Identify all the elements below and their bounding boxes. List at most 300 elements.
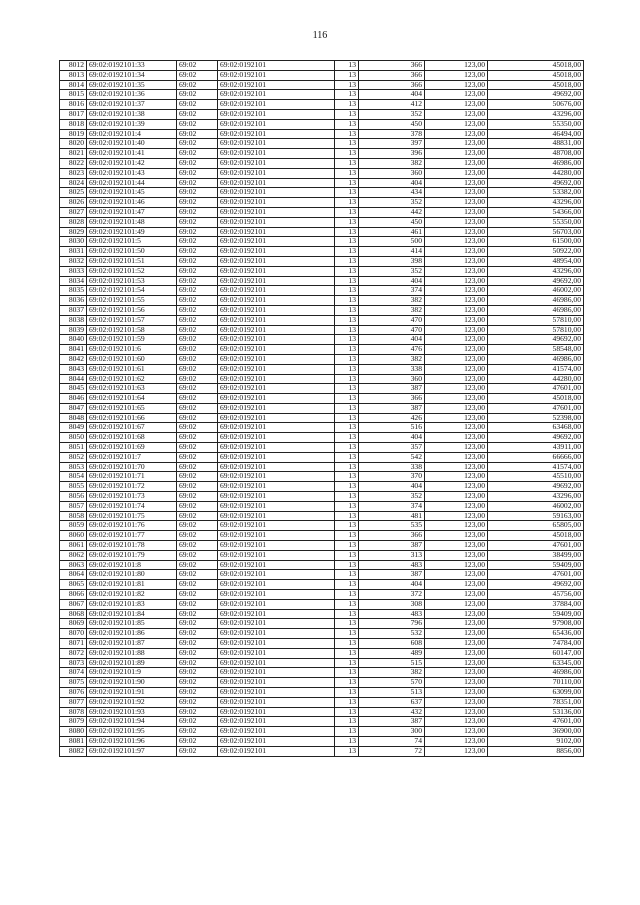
zone-cell: 13	[335, 394, 359, 404]
zone-cell: 13	[335, 139, 359, 149]
district-code-cell: 69:02	[177, 286, 218, 296]
cadastral-number-cell: 69:02:0192101:69	[87, 443, 177, 453]
area-cell: 378	[359, 129, 425, 139]
zone-cell: 13	[335, 629, 359, 639]
row-number-cell: 8042	[60, 354, 87, 364]
district-code-cell: 69:02	[177, 619, 218, 629]
quarter-number-cell: 69:02:0192101	[218, 266, 335, 276]
quarter-number-cell: 69:02:0192101	[218, 560, 335, 570]
district-code-cell: 69:02	[177, 70, 218, 80]
row-number-cell: 8026	[60, 198, 87, 208]
district-code-cell: 69:02	[177, 80, 218, 90]
quarter-number-cell: 69:02:0192101	[218, 227, 335, 237]
district-code-cell: 69:02	[177, 100, 218, 110]
area-cell: 516	[359, 423, 425, 433]
table-row	[60, 207, 584, 217]
row-number-cell: 8051	[60, 443, 87, 453]
district-code-cell: 69:02	[177, 570, 218, 580]
cadastral-number-cell: 69:02:0192101:34	[87, 70, 177, 80]
district-code-cell: 69:02	[177, 61, 218, 71]
quarter-number-cell: 69:02:0192101	[218, 511, 335, 521]
table-row	[60, 560, 584, 570]
table-row	[60, 129, 584, 139]
quarter-number-cell: 69:02:0192101	[218, 403, 335, 413]
area-cell: 72	[359, 746, 425, 756]
rate-cell: 123,00	[425, 266, 488, 276]
quarter-number-cell: 69:02:0192101	[218, 433, 335, 443]
row-number-cell: 8074	[60, 668, 87, 678]
cadastral-value-cell: 8856,00	[488, 746, 584, 756]
table-row	[60, 599, 584, 609]
area-cell: 397	[359, 139, 425, 149]
table-row	[60, 697, 584, 707]
row-number-cell: 8045	[60, 384, 87, 394]
table-row	[60, 61, 584, 71]
district-code-cell: 69:02	[177, 521, 218, 531]
cadastral-value-cell: 59409,00	[488, 560, 584, 570]
cadastral-number-cell: 69:02:0192101:42	[87, 158, 177, 168]
district-code-cell: 69:02	[177, 462, 218, 472]
zone-cell: 13	[335, 384, 359, 394]
area-cell: 434	[359, 188, 425, 198]
row-number-cell: 8077	[60, 697, 87, 707]
cadastral-value-cell: 56703,00	[488, 227, 584, 237]
cadastral-number-cell: 69:02:0192101:37	[87, 100, 177, 110]
zone-cell: 13	[335, 727, 359, 737]
quarter-number-cell: 69:02:0192101	[218, 639, 335, 649]
table-row	[60, 717, 584, 727]
cadastral-number-cell: 69:02:0192101:41	[87, 149, 177, 159]
district-code-cell: 69:02	[177, 119, 218, 129]
table-row	[60, 345, 584, 355]
rate-cell: 123,00	[425, 139, 488, 149]
rate-cell: 123,00	[425, 462, 488, 472]
row-number-cell: 8072	[60, 648, 87, 658]
quarter-number-cell: 69:02:0192101	[218, 256, 335, 266]
cadastral-number-cell: 69:02:0192101:64	[87, 394, 177, 404]
cadastral-value-cell: 45018,00	[488, 531, 584, 541]
cadastral-value-cell: 57810,00	[488, 325, 584, 335]
zone-cell: 13	[335, 70, 359, 80]
quarter-number-cell: 69:02:0192101	[218, 717, 335, 727]
zone-cell: 13	[335, 550, 359, 560]
cadastral-value-cell: 45018,00	[488, 70, 584, 80]
row-number-cell: 8065	[60, 580, 87, 590]
rate-cell: 123,00	[425, 423, 488, 433]
cadastral-number-cell: 69:02:0192101:85	[87, 619, 177, 629]
area-cell: 398	[359, 256, 425, 266]
area-cell: 352	[359, 109, 425, 119]
rate-cell: 123,00	[425, 707, 488, 717]
cadastral-number-cell: 69:02:0192101:60	[87, 354, 177, 364]
area-cell: 796	[359, 619, 425, 629]
zone-cell: 13	[335, 570, 359, 580]
area-cell: 532	[359, 629, 425, 639]
cadastral-value-cell: 45018,00	[488, 394, 584, 404]
cadastral-number-cell: 69:02:0192101:70	[87, 462, 177, 472]
row-number-cell: 8057	[60, 501, 87, 511]
page-number: 116	[312, 30, 328, 41]
zone-cell: 13	[335, 354, 359, 364]
cadastral-number-cell: 69:02:0192101:56	[87, 305, 177, 315]
cadastral-value-cell: 78351,00	[488, 697, 584, 707]
rate-cell: 123,00	[425, 296, 488, 306]
rate-cell: 123,00	[425, 648, 488, 658]
zone-cell: 13	[335, 541, 359, 551]
cadastral-value-cell: 37884,00	[488, 599, 584, 609]
quarter-number-cell: 69:02:0192101	[218, 707, 335, 717]
table-row	[60, 139, 584, 149]
district-code-cell: 69:02	[177, 325, 218, 335]
cadastral-value-cell: 53382,00	[488, 188, 584, 198]
cadastral-number-cell: 69:02:0192101:38	[87, 109, 177, 119]
district-code-cell: 69:02	[177, 433, 218, 443]
rate-cell: 123,00	[425, 599, 488, 609]
quarter-number-cell: 69:02:0192101	[218, 286, 335, 296]
zone-cell: 13	[335, 443, 359, 453]
row-number-cell: 8052	[60, 452, 87, 462]
district-code-cell: 69:02	[177, 678, 218, 688]
area-cell: 396	[359, 149, 425, 159]
zone-cell: 13	[335, 61, 359, 71]
row-number-cell: 8078	[60, 707, 87, 717]
zone-cell: 13	[335, 100, 359, 110]
table-row	[60, 335, 584, 345]
cadastral-value-cell: 49692,00	[488, 335, 584, 345]
zone-cell: 13	[335, 717, 359, 727]
rate-cell: 123,00	[425, 90, 488, 100]
quarter-number-cell: 69:02:0192101	[218, 599, 335, 609]
cadastral-number-cell: 69:02:0192101:71	[87, 472, 177, 482]
table-row	[60, 109, 584, 119]
cadastral-value-cell: 45756,00	[488, 590, 584, 600]
district-code-cell: 69:02	[177, 168, 218, 178]
table-row	[60, 423, 584, 433]
rate-cell: 123,00	[425, 570, 488, 580]
zone-cell: 13	[335, 452, 359, 462]
quarter-number-cell: 69:02:0192101	[218, 61, 335, 71]
table-row	[60, 648, 584, 658]
table-row	[60, 227, 584, 237]
cadastral-value-cell: 44280,00	[488, 168, 584, 178]
zone-cell: 13	[335, 609, 359, 619]
quarter-number-cell: 69:02:0192101	[218, 727, 335, 737]
cadastral-value-cell: 49692,00	[488, 90, 584, 100]
district-code-cell: 69:02	[177, 648, 218, 658]
row-number-cell: 8044	[60, 374, 87, 384]
cadastral-value-cell: 66666,00	[488, 452, 584, 462]
area-cell: 412	[359, 100, 425, 110]
row-number-cell: 8025	[60, 188, 87, 198]
district-code-cell: 69:02	[177, 247, 218, 257]
rate-cell: 123,00	[425, 70, 488, 80]
table-row	[60, 296, 584, 306]
table-row	[60, 100, 584, 110]
rate-cell: 123,00	[425, 384, 488, 394]
table-row	[60, 590, 584, 600]
zone-cell: 13	[335, 707, 359, 717]
zone-cell: 13	[335, 345, 359, 355]
cadastral-number-cell: 69:02:0192101:95	[87, 727, 177, 737]
cadastral-number-cell: 69:02:0192101:36	[87, 90, 177, 100]
cadastral-number-cell: 69:02:0192101:80	[87, 570, 177, 580]
cadastral-value-cell: 55350,00	[488, 119, 584, 129]
rate-cell: 123,00	[425, 315, 488, 325]
zone-cell: 13	[335, 364, 359, 374]
area-cell: 387	[359, 403, 425, 413]
cadastral-number-cell: 69:02:0192101:33	[87, 61, 177, 71]
quarter-number-cell: 69:02:0192101	[218, 570, 335, 580]
table-row	[60, 158, 584, 168]
cadastral-number-cell: 69:02:0192101:63	[87, 384, 177, 394]
row-number-cell: 8058	[60, 511, 87, 521]
row-number-cell: 8076	[60, 688, 87, 698]
table-row	[60, 394, 584, 404]
quarter-number-cell: 69:02:0192101	[218, 217, 335, 227]
cadastral-value-cell: 50676,00	[488, 100, 584, 110]
area-cell: 404	[359, 482, 425, 492]
table-row	[60, 384, 584, 394]
area-cell: 360	[359, 168, 425, 178]
rate-cell: 123,00	[425, 697, 488, 707]
area-cell: 382	[359, 296, 425, 306]
rate-cell: 123,00	[425, 501, 488, 511]
cadastral-value-cell: 50922,00	[488, 247, 584, 257]
district-code-cell: 69:02	[177, 198, 218, 208]
cadastral-value-cell: 52398,00	[488, 413, 584, 423]
table-row	[60, 237, 584, 247]
rate-cell: 123,00	[425, 61, 488, 71]
row-number-cell: 8021	[60, 149, 87, 159]
zone-cell: 13	[335, 736, 359, 746]
district-code-cell: 69:02	[177, 149, 218, 159]
zone-cell: 13	[335, 590, 359, 600]
rate-cell: 123,00	[425, 443, 488, 453]
row-number-cell: 8068	[60, 609, 87, 619]
quarter-number-cell: 69:02:0192101	[218, 541, 335, 551]
row-number-cell: 8062	[60, 550, 87, 560]
cadastral-number-cell: 69:02:0192101:66	[87, 413, 177, 423]
rate-cell: 123,00	[425, 335, 488, 345]
quarter-number-cell: 69:02:0192101	[218, 531, 335, 541]
cadastral-value-cell: 47601,00	[488, 541, 584, 551]
area-cell: 366	[359, 61, 425, 71]
district-code-cell: 69:02	[177, 296, 218, 306]
area-cell: 489	[359, 648, 425, 658]
zone-cell: 13	[335, 531, 359, 541]
zone-cell: 13	[335, 413, 359, 423]
zone-cell: 13	[335, 492, 359, 502]
cadastral-value-cell: 43296,00	[488, 266, 584, 276]
rate-cell: 123,00	[425, 619, 488, 629]
area-cell: 374	[359, 286, 425, 296]
rate-cell: 123,00	[425, 119, 488, 129]
row-number-cell: 8071	[60, 639, 87, 649]
quarter-number-cell: 69:02:0192101	[218, 384, 335, 394]
zone-cell: 13	[335, 198, 359, 208]
cadastral-number-cell: 69:02:0192101:4	[87, 129, 177, 139]
zone-cell: 13	[335, 207, 359, 217]
zone-cell: 13	[335, 80, 359, 90]
table-row	[60, 678, 584, 688]
quarter-number-cell: 69:02:0192101	[218, 736, 335, 746]
rate-cell: 123,00	[425, 736, 488, 746]
zone-cell: 13	[335, 668, 359, 678]
table-row	[60, 413, 584, 423]
district-code-cell: 69:02	[177, 394, 218, 404]
district-code-cell: 69:02	[177, 413, 218, 423]
rate-cell: 123,00	[425, 590, 488, 600]
quarter-number-cell: 69:02:0192101	[218, 452, 335, 462]
table-row	[60, 511, 584, 521]
area-cell: 313	[359, 550, 425, 560]
zone-cell: 13	[335, 697, 359, 707]
rate-cell: 123,00	[425, 629, 488, 639]
quarter-number-cell: 69:02:0192101	[218, 276, 335, 286]
cadastral-number-cell: 69:02:0192101:90	[87, 678, 177, 688]
district-code-cell: 69:02	[177, 315, 218, 325]
zone-cell: 13	[335, 521, 359, 531]
table-row	[60, 580, 584, 590]
rate-cell: 123,00	[425, 100, 488, 110]
cadastral-number-cell: 69:02:0192101:97	[87, 746, 177, 756]
zone-cell: 13	[335, 423, 359, 433]
quarter-number-cell: 69:02:0192101	[218, 178, 335, 188]
rate-cell: 123,00	[425, 247, 488, 257]
cadastral-value-cell: 41574,00	[488, 462, 584, 472]
district-code-cell: 69:02	[177, 727, 218, 737]
row-number-cell: 8054	[60, 472, 87, 482]
row-number-cell: 8012	[60, 61, 87, 71]
table-row	[60, 609, 584, 619]
quarter-number-cell: 69:02:0192101	[218, 296, 335, 306]
zone-cell: 13	[335, 266, 359, 276]
row-number-cell: 8028	[60, 217, 87, 227]
quarter-number-cell: 69:02:0192101	[218, 462, 335, 472]
district-code-cell: 69:02	[177, 472, 218, 482]
cadastral-number-cell: 69:02:0192101:52	[87, 266, 177, 276]
district-code-cell: 69:02	[177, 345, 218, 355]
cadastral-value-cell: 49692,00	[488, 276, 584, 286]
area-cell: 338	[359, 364, 425, 374]
rate-cell: 123,00	[425, 80, 488, 90]
district-code-cell: 69:02	[177, 501, 218, 511]
row-number-cell: 8064	[60, 570, 87, 580]
row-number-cell: 8047	[60, 403, 87, 413]
area-cell: 387	[359, 384, 425, 394]
quarter-number-cell: 69:02:0192101	[218, 648, 335, 658]
cadastral-value-cell: 9102,00	[488, 736, 584, 746]
area-cell: 483	[359, 609, 425, 619]
rate-cell: 123,00	[425, 727, 488, 737]
rate-cell: 123,00	[425, 178, 488, 188]
cadastral-number-cell: 69:02:0192101:53	[87, 276, 177, 286]
area-cell: 382	[359, 305, 425, 315]
table-row	[60, 541, 584, 551]
row-number-cell: 8022	[60, 158, 87, 168]
area-cell: 357	[359, 443, 425, 453]
area-cell: 308	[359, 599, 425, 609]
cadastral-value-cell: 46986,00	[488, 668, 584, 678]
cadastral-number-cell: 69:02:0192101:84	[87, 609, 177, 619]
area-cell: 570	[359, 678, 425, 688]
rate-cell: 123,00	[425, 482, 488, 492]
zone-cell: 13	[335, 256, 359, 266]
quarter-number-cell: 69:02:0192101	[218, 335, 335, 345]
quarter-number-cell: 69:02:0192101	[218, 374, 335, 384]
area-cell: 338	[359, 462, 425, 472]
quarter-number-cell: 69:02:0192101	[218, 629, 335, 639]
district-code-cell: 69:02	[177, 109, 218, 119]
zone-cell: 13	[335, 335, 359, 345]
table-row	[60, 276, 584, 286]
cadastral-number-cell: 69:02:0192101:65	[87, 403, 177, 413]
area-cell: 366	[359, 80, 425, 90]
district-code-cell: 69:02	[177, 550, 218, 560]
row-number-cell: 8056	[60, 492, 87, 502]
quarter-number-cell: 69:02:0192101	[218, 482, 335, 492]
quarter-number-cell: 69:02:0192101	[218, 237, 335, 247]
quarter-number-cell: 69:02:0192101	[218, 80, 335, 90]
quarter-number-cell: 69:02:0192101	[218, 207, 335, 217]
zone-cell: 13	[335, 688, 359, 698]
table-row	[60, 462, 584, 472]
cadastral-value-cell: 43296,00	[488, 492, 584, 502]
zone-cell: 13	[335, 462, 359, 472]
area-cell: 366	[359, 70, 425, 80]
cadastral-value-cell: 47601,00	[488, 570, 584, 580]
rate-cell: 123,00	[425, 746, 488, 756]
quarter-number-cell: 69:02:0192101	[218, 746, 335, 756]
zone-cell: 13	[335, 188, 359, 198]
row-number-cell: 8049	[60, 423, 87, 433]
row-number-cell: 8016	[60, 100, 87, 110]
zone-cell: 13	[335, 433, 359, 443]
quarter-number-cell: 69:02:0192101	[218, 354, 335, 364]
cadastral-number-cell: 69:02:0192101:79	[87, 550, 177, 560]
table-row	[60, 433, 584, 443]
row-number-cell: 8020	[60, 139, 87, 149]
district-code-cell: 69:02	[177, 746, 218, 756]
rate-cell: 123,00	[425, 550, 488, 560]
zone-cell: 13	[335, 678, 359, 688]
cadastral-number-cell: 69:02:0192101:46	[87, 198, 177, 208]
cadastral-number-cell: 69:02:0192101:47	[87, 207, 177, 217]
quarter-number-cell: 69:02:0192101	[218, 688, 335, 698]
row-number-cell: 8018	[60, 119, 87, 129]
cadastral-number-cell: 69:02:0192101:55	[87, 296, 177, 306]
table-row	[60, 639, 584, 649]
cadastral-value-cell: 49692,00	[488, 433, 584, 443]
table-row	[60, 452, 584, 462]
rate-cell: 123,00	[425, 256, 488, 266]
area-cell: 450	[359, 217, 425, 227]
zone-cell: 13	[335, 580, 359, 590]
rate-cell: 123,00	[425, 109, 488, 119]
district-code-cell: 69:02	[177, 227, 218, 237]
rate-cell: 123,00	[425, 433, 488, 443]
cadastral-value-cell: 57810,00	[488, 315, 584, 325]
row-number-cell: 8027	[60, 207, 87, 217]
area-cell: 442	[359, 207, 425, 217]
cadastral-number-cell: 69:02:0192101:89	[87, 658, 177, 668]
zone-cell: 13	[335, 217, 359, 227]
district-code-cell: 69:02	[177, 668, 218, 678]
district-code-cell: 69:02	[177, 188, 218, 198]
quarter-number-cell: 69:02:0192101	[218, 129, 335, 139]
cadastral-value-cell: 74784,00	[488, 639, 584, 649]
cadastral-number-cell: 69:02:0192101:72	[87, 482, 177, 492]
